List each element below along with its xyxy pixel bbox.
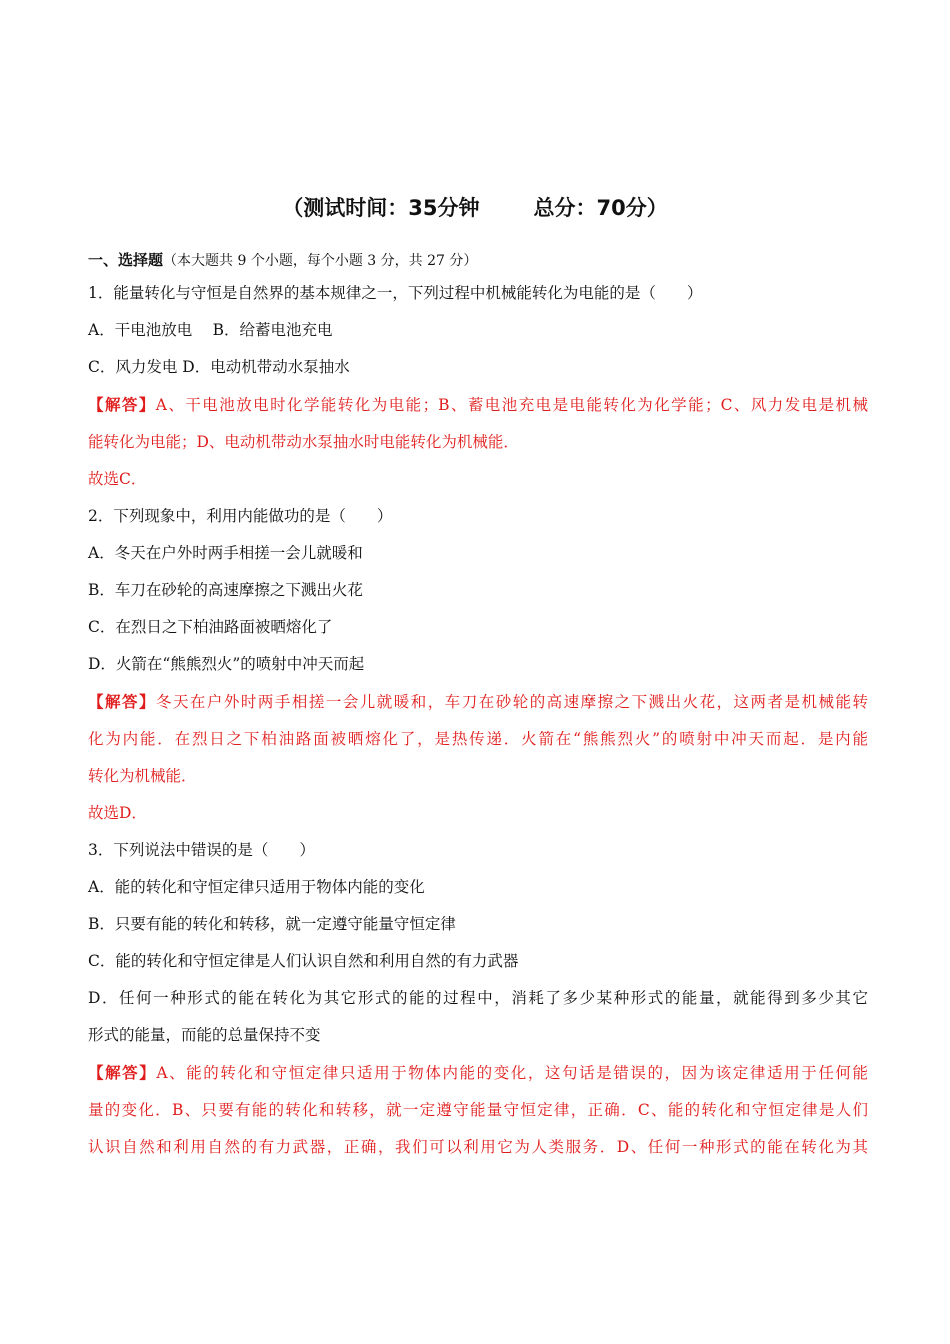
- section-title: 一、选择题: [88, 251, 164, 269]
- question-2-option-c: C．在烈日之下柏油路面被晒熔化了: [88, 618, 333, 636]
- answer-line: 量的变化．B、只要有能的转化和转移，就一定遵守能量守恒定律，正确．C、能的转化和守恒定律是人们: [88, 1101, 868, 1119]
- answer-line: 认识自然和利用自然的有力武器，正确，我们可以利用它为人类服务．D、任何一种形式的能在转化为其: [88, 1138, 868, 1156]
- section-heading: [88, 246, 868, 275]
- question-1-stem: 1．能量转化与守恒是自然界的基本规律之一，下列过程中机械能转化为电能的是（ ）: [88, 284, 703, 302]
- question-content: [88, 246, 868, 1166]
- question-2-option-b: B．车刀在砂轮的高速摩擦之下溅出火花: [88, 581, 363, 599]
- answer-line: 转化为机械能．: [88, 767, 197, 785]
- question-1-options-cd: C．风力发电 D．电动机带动水泵抽水: [88, 358, 350, 376]
- answer-choice: 故选C．: [88, 470, 147, 488]
- answer-tag: 【解答】: [88, 692, 156, 711]
- question-3-option-d: D．任何一种形式的能在转化为其它形式的能的过程中，消耗了多少某种形式的能量，就能得到多少其它 形式的能量，而能的总量保持不变: [88, 989, 868, 1044]
- total-score: 总分：70分）: [533, 196, 668, 220]
- question-2-stem: 2．下列现象中，利用内能做功的是（ ）: [88, 507, 393, 525]
- page-title: [0, 192, 950, 222]
- answer-line: 【解答】A、干电池放电时化学能转化为电能；B、蓄电池充电是电能转化为化学能；C、风力发电是机械: [88, 395, 868, 414]
- question-3-option-b: B．只要有能的转化和转移，就一定遵守能量守恒定律: [88, 915, 456, 933]
- answer-line: 【解答】冬天在户外时两手相搓一会儿就暖和，车刀在砂轮的高速摩擦之下溅出火花，这两者是机械能转: [88, 692, 868, 711]
- question-3-stem: 3．下列说法中错误的是（ ）: [88, 841, 315, 859]
- question-3-option-c: C．能的转化和守恒定律是人们认识自然和利用自然的有力武器: [88, 952, 519, 970]
- question-1-answer: [88, 386, 868, 498]
- answer-line: 能转化为电能；D、电动机带动水泵抽水时电能转化为机械能．: [88, 433, 519, 451]
- answer-line: 化为内能．在烈日之下柏油路面被晒熔化了，是热传递．火箭在“熊熊烈火”的喷射中冲天而起．是内能: [88, 730, 868, 748]
- question-2-option-a: A．冬天在户外时两手相搓一会儿就暖和: [88, 544, 363, 562]
- question-3-option-a: A．能的转化和守恒定律只适用于物体内能的变化: [88, 878, 425, 896]
- question-1-options-ab: A．干电池放电 B．给蓄电池充电: [88, 321, 333, 339]
- answer-tag: 【解答】: [88, 1063, 157, 1082]
- question-3-answer: [88, 1054, 868, 1166]
- question-2-option-d: D．火箭在“熊熊烈火”的喷射中冲天而起: [88, 655, 365, 673]
- answer-line: 【解答】A、能的转化和守恒定律只适用于物体内能的变化，这句话是错误的，因为该定律适用于任何能: [88, 1063, 868, 1082]
- answer-choice: 故选D．: [88, 804, 147, 822]
- question-2-answer: [88, 683, 868, 832]
- test-time: （测试时间：35分钟: [282, 196, 480, 220]
- section-note: （本大题共 9 个小题，每个小题 3 分，共 27 分）: [163, 253, 478, 269]
- answer-tag: 【解答】: [88, 395, 156, 414]
